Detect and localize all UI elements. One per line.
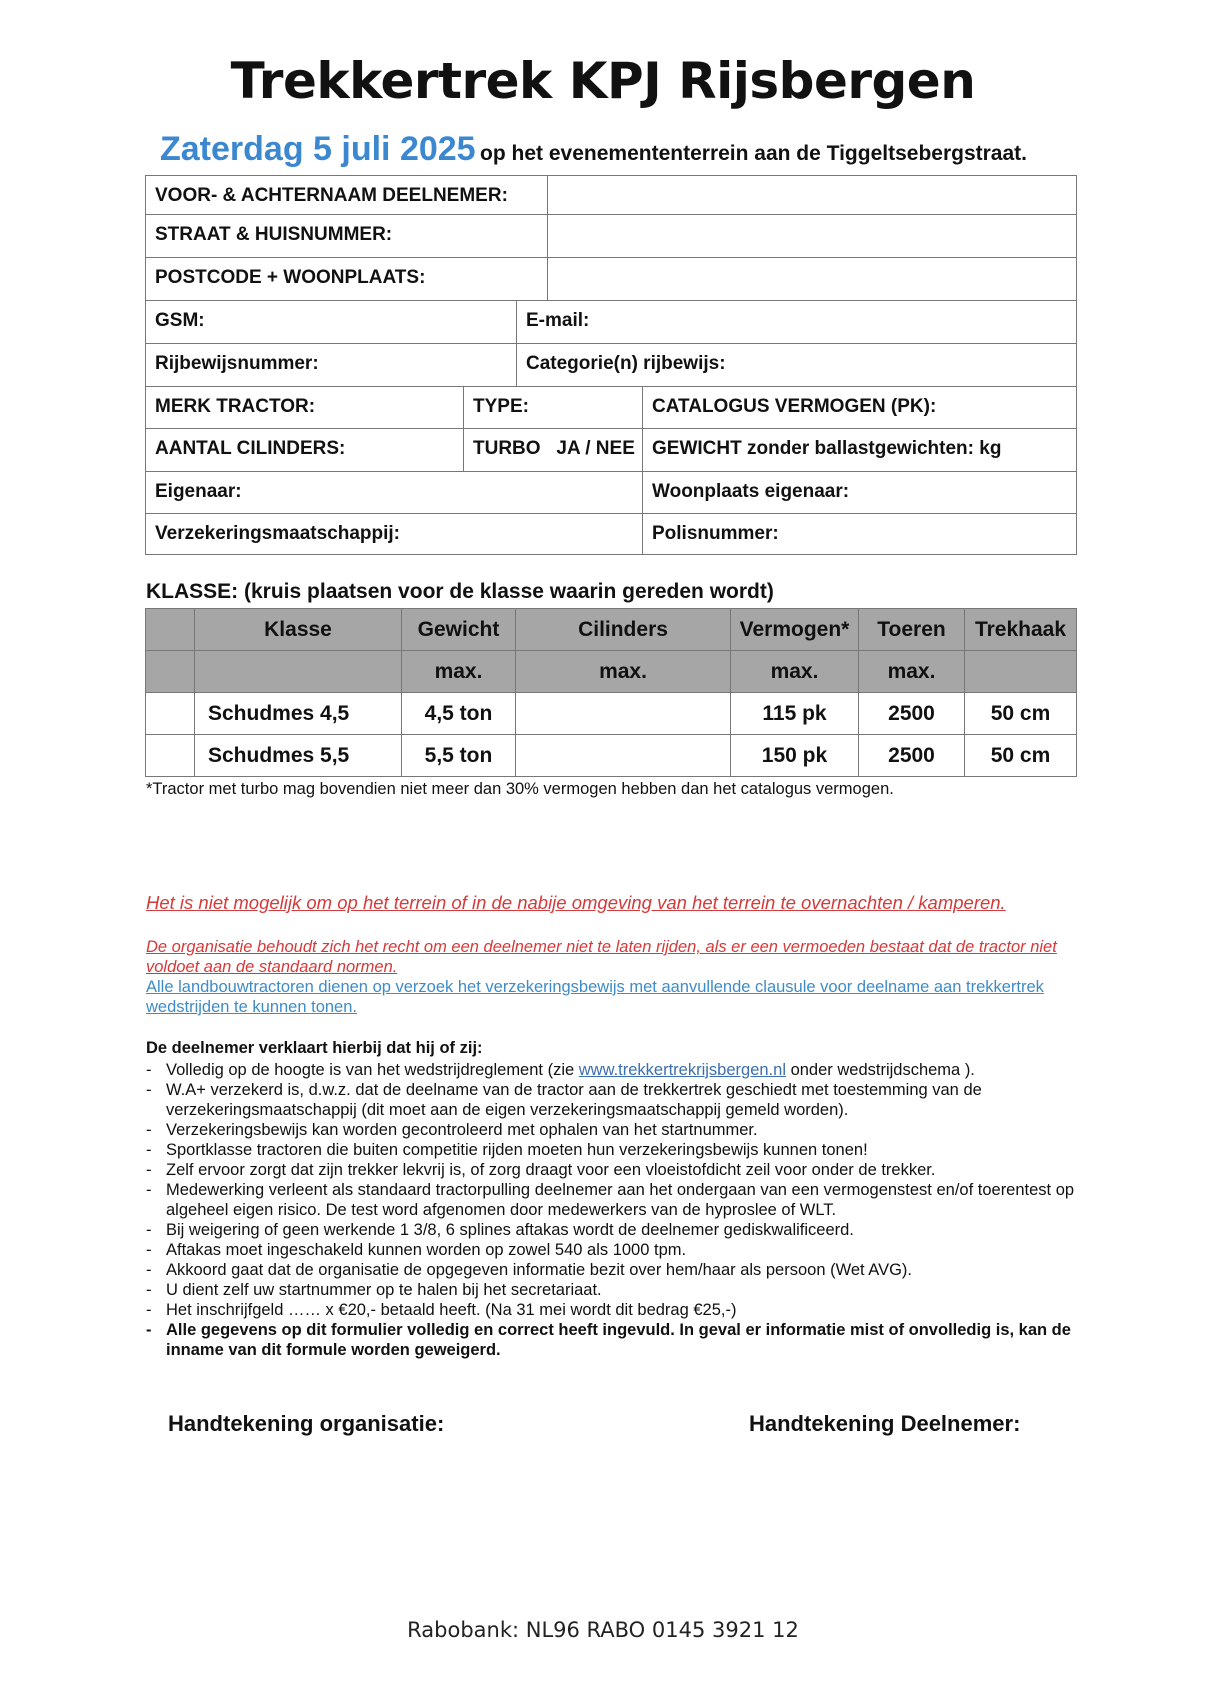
event-date: Zaterdag 5 juli 2025 <box>160 130 476 168</box>
declaration-item <box>146 1300 1076 1320</box>
declaration-item-text: Medewerking verleent als standaard tractorpulling deelnemer aan het ondergaan van een vermogenstest en/of toerentest op algeheel eigen risico. De test word afgenomen door medewerkers van de hyproslee of WLT. <box>166 1181 1075 1219</box>
declaration-item-text: U dient zelf uw startnummer op te halen bij het secretariaat. <box>166 1281 602 1299</box>
declaration-item-text: Aftakas moet ingeschakeld kunnen worden op zowel 540 als 1000 tpm. <box>166 1241 687 1259</box>
declaration-item-text: Sportklasse tractoren die buiten competitie rijden moeten hun verzekeringsbewijs kunnen tonen! <box>166 1141 868 1159</box>
klasse-gewicht: 4,5 ton <box>401 692 516 735</box>
list-dash: - <box>146 1221 152 1239</box>
declaration-item-text: W.A+ verzekerd is, d.w.z. dat de deelname van de tractor aan de trekkertrek geschiedt met toestemming van de verzekeringsmaatschappij (dit moet aan de eigen verzekeringsmaatschappij gemeld worden). <box>166 1081 982 1119</box>
klasse-vermogen: 115 pk <box>730 692 859 735</box>
label-naam: VOOR- & ACHTERNAAM DEELNEMER: <box>145 175 548 215</box>
event-location: op het evenemententerrein aan de Tiggeltsebergstraat. <box>480 142 1027 165</box>
notice-organisatie: De organisatie behoudt zich het recht om een deelnemer niet te laten rijden, als er een vermoeden bestaat dat de tractor niet voldoet aan de standaard normen. <box>146 938 1057 976</box>
declaration-item <box>146 1260 1076 1280</box>
field-type[interactable]: TYPE: <box>463 386 643 429</box>
declaration-item-text: Het inschrijfgeld …… x €20,- betaald heeft. (Na 31 mei wordt dit bedrag €25,-) <box>166 1301 737 1319</box>
field-gewicht[interactable]: GEWICHT zonder ballastgewichten: kg <box>642 428 1077 472</box>
declaration-item <box>146 1240 1076 1260</box>
declaration-item-text: Bij weigering of geen werkende 1 3/8, 6 splines aftakas wordt de deelnemer gediskwalificeerd. <box>166 1221 854 1239</box>
signature-deelnemer[interactable]: Handtekening Deelnemer: <box>749 1411 1021 1436</box>
header-trekhaak: Trekhaak <box>964 608 1077 651</box>
klasse-cilinders <box>515 734 731 777</box>
header-gewicht: Gewicht <box>401 608 516 651</box>
field-verzekering[interactable]: Verzekeringsmaatschappij: <box>145 513 643 555</box>
declaration-list <box>146 1060 1076 1360</box>
header-klasse: Klasse <box>194 608 402 651</box>
klasse-trekhaak: 50 cm <box>964 692 1077 735</box>
list-dash: - <box>146 1161 152 1179</box>
list-dash: - <box>146 1261 152 1279</box>
subheader-cell <box>194 650 402 693</box>
subheader-cell <box>964 650 1077 693</box>
field-rijbewijsnummer[interactable]: Rijbewijsnummer: <box>145 343 517 387</box>
list-dash: - <box>146 1321 152 1339</box>
header-check <box>145 608 195 651</box>
list-dash: - <box>146 1121 152 1139</box>
declaration-item <box>146 1280 1076 1300</box>
klasse-name: Schudmes 4,5 <box>194 692 402 735</box>
declaration-item <box>146 1180 1076 1220</box>
subheader-cell <box>145 650 195 693</box>
klasse-vermogen: 150 pk <box>730 734 859 777</box>
list-dash: - <box>146 1081 152 1099</box>
field-turbo[interactable]: TURBO JA / NEE <box>463 428 643 472</box>
notice-overnachten: Het is niet mogelijk om op het terrein of in de nabije omgeving van het terrein te overnachten / kamperen. <box>146 892 1006 913</box>
label-postcode: POSTCODE + WOONPLAATS: <box>145 257 548 301</box>
field-cilinders[interactable]: AANTAL CILINDERS: <box>145 428 464 472</box>
declaration-item-text: Alle gegevens op dit formulier volledig en correct heeft ingevuld. In geval er informatie mist of onvolledig is, kan de inname van dit formule worden geweigerd. <box>166 1321 1071 1359</box>
field-gsm[interactable]: GSM: <box>145 300 517 344</box>
field-merk[interactable]: MERK TRACTOR: <box>145 386 464 429</box>
declaration-item-text: Verzekeringsbewijs kan worden gecontroleerd met ophalen van het startnummer. <box>166 1121 758 1139</box>
declaration-item <box>146 1140 1076 1160</box>
header-vermogen: Vermogen* <box>730 608 859 651</box>
klasse-cilinders <box>515 692 731 735</box>
event-subtitle <box>160 130 1027 169</box>
field-vermogen[interactable]: CATALOGUS VERMOGEN (PK): <box>642 386 1077 429</box>
field-woonplaats-eigenaar[interactable]: Woonplaats eigenaar: <box>642 471 1077 514</box>
list-dash: - <box>146 1061 152 1079</box>
field-categorie[interactable]: Categorie(n) rijbewijs: <box>516 343 1077 387</box>
klasse-trekhaak: 50 cm <box>964 734 1077 777</box>
field-straat[interactable] <box>547 214 1077 258</box>
list-dash: - <box>146 1301 152 1319</box>
signature-organisatie[interactable]: Handtekening organisatie: <box>168 1411 445 1436</box>
declaration-item <box>146 1220 1076 1240</box>
klasse-footnote: *Tractor met turbo mag bovendien niet meer dan 30% vermogen hebben dan het catalogus vermogen. <box>146 780 894 798</box>
header-cilinders: Cilinders <box>515 608 731 651</box>
declaration-item <box>146 1120 1076 1140</box>
klasse-gewicht: 5,5 ton <box>401 734 516 777</box>
notice-verzekeringsbewijs[interactable]: Alle landbouwtractoren dienen op verzoek het verzekeringsbewijs met aanvullende clausule voor deelname aan trekkertrek wedstrijden te kunnen tonen. <box>146 978 1044 1016</box>
klasse-checkbox[interactable] <box>145 734 195 777</box>
declaration-item <box>146 1080 1076 1120</box>
klasse-toeren: 2500 <box>858 734 965 777</box>
field-email[interactable]: E-mail: <box>516 300 1077 344</box>
header-toeren: Toeren <box>858 608 965 651</box>
klasse-toeren: 2500 <box>858 692 965 735</box>
list-dash: - <box>146 1281 152 1299</box>
klasse-heading: KLASSE: (kruis plaatsen voor de klasse waarin gereden wordt) <box>146 580 774 603</box>
field-postcode[interactable] <box>547 257 1077 301</box>
field-polisnummer[interactable]: Polisnummer: <box>642 513 1077 555</box>
declaration-item-final <box>146 1320 1076 1360</box>
bank-account: Rabobank: NL96 RABO 0145 3921 12 <box>407 1618 799 1642</box>
list-dash: - <box>146 1181 152 1199</box>
klasse-name: Schudmes 5,5 <box>194 734 402 777</box>
list-dash: - <box>146 1241 152 1259</box>
subheader-cell: max. <box>515 650 731 693</box>
field-eigenaar[interactable]: Eigenaar: <box>145 471 643 514</box>
declaration-item-text: Zelf ervoor zorgt dat zijn trekker lekvrij is, of zorg draagt voor een vloeistofdicht zeil voor onder de trekker. <box>166 1161 936 1179</box>
page-title: Trekkertrek KPJ Rijsbergen <box>230 52 976 110</box>
list-dash: - <box>146 1141 152 1159</box>
declaration-item-text: Volledig op de hoogte is van het wedstrijdreglement (zie <box>166 1061 579 1079</box>
declaration-item <box>146 1060 1076 1080</box>
declaration-item-text: onder wedstrijdschema ). <box>785 1061 975 1079</box>
klasse-checkbox[interactable] <box>145 692 195 735</box>
subheader-cell: max. <box>730 650 859 693</box>
declaration-item <box>146 1160 1076 1180</box>
field-naam[interactable] <box>547 175 1077 215</box>
subheader-cell: max. <box>401 650 516 693</box>
subheader-cell: max. <box>858 650 965 693</box>
website-link[interactable]: www.trekkertrekrijsbergen.nl <box>578 1061 786 1079</box>
label-straat: STRAAT & HUISNUMMER: <box>145 214 548 258</box>
declaration-item-text: Akkoord gaat dat de organisatie de opgegeven informatie bezit over hem/haar als persoon (Wet AVG). <box>166 1261 912 1279</box>
declaration-heading: De deelnemer verklaart hierbij dat hij of zij: <box>146 1039 483 1057</box>
